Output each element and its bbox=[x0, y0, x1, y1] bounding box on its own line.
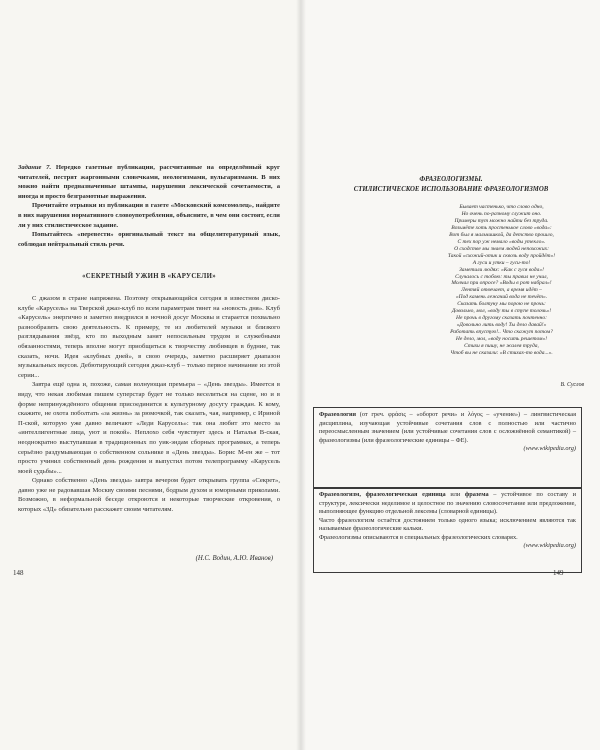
poem-line: Сказать болтуну мы порою не прочь: bbox=[457, 301, 546, 308]
article-paragraph: Завтра ещё одна и, похоже, самая волнующая премьера – «День звезды». Имеется в виду, что некая любимая пишем суперстар будет не только веселиться на сцене, но и в форме непринуждённого общения присоединится к культурному досугу граждан. К кому, скажите, не охота поболтать «за жизнь» за рюмочкой, так сказать, чая, например, с Ириной П-ской, которую уже давно величают «Леди Карусель»: так она любит это место за «интеллигентные лица, уют и покой». Неплохо себя чувствует здесь и Наталья В-ская, неоднократно выступавшая в традиционных по уик-эндам сборных программах, а теперь серьёзно раздумывающая о собственном сольнике в «День звезды». Борис М-ен же – тот просто учинил собственный день рождения и выпустил потом телепрограмму «Карусель моей судьбы»... bbox=[18, 381, 280, 475]
definition-text-3: Фразеологизмы описываются в специальных фразеологических словарях. bbox=[319, 533, 518, 541]
poem-line: Стихи я пишу, не жалея труда, bbox=[464, 343, 539, 350]
term-phraseology: Фразеология bbox=[319, 411, 357, 418]
poem-line: «Под камень лежачий вода не течёт». bbox=[455, 294, 548, 301]
term-phrasema: фразема bbox=[464, 491, 489, 498]
definition-box-phraseologism bbox=[313, 487, 582, 573]
poem-line: Бывает частенько, что слово одно, bbox=[459, 204, 544, 210]
definition-text-2: Часто фразеологизм остаётся достоянием только одного языка; исключением являются так называемые фразеологические кальки. bbox=[319, 516, 576, 532]
poem-line: Заметили людях: «Как с гуся вода»! bbox=[459, 266, 544, 273]
poem-line: Молчал при опросе? «Воды в рот набрал»! bbox=[451, 280, 552, 287]
source-link[interactable]: (www.wikipedia.org) bbox=[523, 445, 576, 452]
poem-line: Довольно, мол, «воду ты в ступе толочь»! bbox=[451, 308, 552, 315]
poem-author: В. Суслов bbox=[560, 382, 584, 388]
task-instruction-2: Попытайтесь «перевести» оригинальный текст на общелитературный язык, соблюдая нейтральный стиль речи. bbox=[18, 231, 280, 248]
poem-line: Не дело, мол, «воду носить решетом»! bbox=[455, 336, 548, 343]
poem bbox=[419, 204, 584, 357]
poem-line: Вот был я мальчишкой, да детство прошло, bbox=[449, 231, 554, 238]
book-gutter bbox=[296, 0, 306, 750]
term-phraseologism: Фразеологизм, фразеологическая единица bbox=[319, 491, 446, 498]
article-paragraph: Однако собственно «День звезды» завтра вечером будет открывать группа «Секрет», давно уже не радовавшая Москву своими песнями, бодрым духом и юморными приколами. Возможно, в неформальной беседе откроются и некоторые творческие откровения, о которых «ЗД» обязательно расскажет своим читателям. bbox=[18, 477, 280, 514]
chapter-title-line-2: СТИЛИСТИЧЕСКОЕ ИСПОЛЬЗОВАНИЕ ФРАЗЕОЛОГИЗМОВ bbox=[353, 186, 549, 193]
poem-line: Такой «схожий-отик и сквозь воду пройдёт»! bbox=[447, 252, 556, 259]
right-page bbox=[301, 0, 600, 750]
poem-line: С тех пор уж немало «воды утекло». bbox=[457, 238, 546, 245]
poem-line: Примеры тут можно найти без труда. bbox=[454, 217, 549, 224]
poem-line: О сходстве мы знаем людей непохожих: bbox=[454, 245, 549, 252]
page-number-right: 149 bbox=[553, 569, 564, 577]
term-or: или bbox=[450, 491, 461, 498]
poem-line: Чтоб вы не сказали: «В стихах-то вода...». bbox=[450, 350, 553, 357]
source-link[interactable]: (www.wikipedia.org) bbox=[523, 542, 576, 549]
article-paragraph: С джазом в стране напряжена. Поэтому открывающийся сегодня в известном диско-клубе «Карусель» на Тверской джаз-клуб по всем параметрам тянет на «новость дня». Клуб «Карусель» энергично и заметно внедрился в ночной досуг Москвы и старается похвально разнообразить свою деятельность. К примеру, те из любителей музыки и близкого разглядывания звёзд, кто по выходным занят непосильным трудом и служебными обязанностями, теперь вполне могут приобщиться к творчеству любимцев в будние, так сказать, ночи. Идея «клубных дней», в свою очередь, заметно расширяет диапазон музыкальных вкусов. Дебютирующий сегодня джаз-клуб – только первое начинание из этой серии... bbox=[18, 295, 280, 379]
task-intro: Нередко газетные публикации, рассчитанные на определённый круг читателей, пестрят жаргонными словечками, неологизмами, вульгаризмами. В них можно найти предназначенные штампы, нарушения лексической сочетаемости, а иногда и просто безграмотные выражения. bbox=[18, 164, 280, 200]
poem-line: Случалось с тобою: ты правил не учил, bbox=[455, 273, 548, 280]
poem-line: Лентяй отвечает, а время идёт – bbox=[461, 287, 542, 294]
poem-line: «Довольно лить воду! Ты дело давай!» bbox=[456, 322, 547, 329]
article-body bbox=[18, 294, 280, 515]
chapter-title-line-1: ФРАЗЕОЛОГИЗМЫ. bbox=[419, 176, 483, 183]
poem-line: Работать впустую!.. Что скажут потом? bbox=[450, 329, 553, 336]
definition-text: – устойчивое по составу и структуре, лексически неделимое и целостное по значению словосочетание или предложение, выполняющее функцию отдельной лексемы (словарной единицы). bbox=[319, 491, 576, 515]
chapter-title bbox=[319, 175, 583, 195]
poem-line: Но очень по-разному служит оно. bbox=[461, 210, 542, 217]
poem-line: Не прочь в другому сказать почтенно: bbox=[456, 315, 547, 322]
poem-line: А гуси и утки – гуси-то! bbox=[472, 259, 531, 266]
article-title: «СЕКРЕТНЫЙ УЖИН В «КАРУСЕЛИ» bbox=[82, 273, 216, 280]
article-signature: (Н.С. Водин, А.Ю. Иванов) bbox=[195, 555, 273, 562]
task-label: Задание 7. bbox=[18, 164, 52, 171]
page-number-left: 148 bbox=[13, 569, 24, 577]
task-block bbox=[18, 163, 280, 249]
task-instruction: Прочитайте отрывки из публикации в газете «Московский комсомолец», найдите в них нарушения нормативного словоупотребления, объясните, в чем они состоят, если ли у них стилистическое задание. bbox=[18, 202, 280, 229]
definition-box-phraseology bbox=[313, 407, 582, 489]
poem-line: Возьмёте хоть простенькое слово «вода»: bbox=[451, 224, 552, 231]
definition-text: (от греч. φράσις – «оборот речи» и λόγος – «учение») – лингвистическая дисциплина, изучающая устойчивые сочетания слов с полностью или частично переосмысленным значением (или устойчивые сочетания слов с осложнённой семантикой) – фразеологизмы (или фразеологические единицы – ФЕ). bbox=[319, 411, 576, 444]
